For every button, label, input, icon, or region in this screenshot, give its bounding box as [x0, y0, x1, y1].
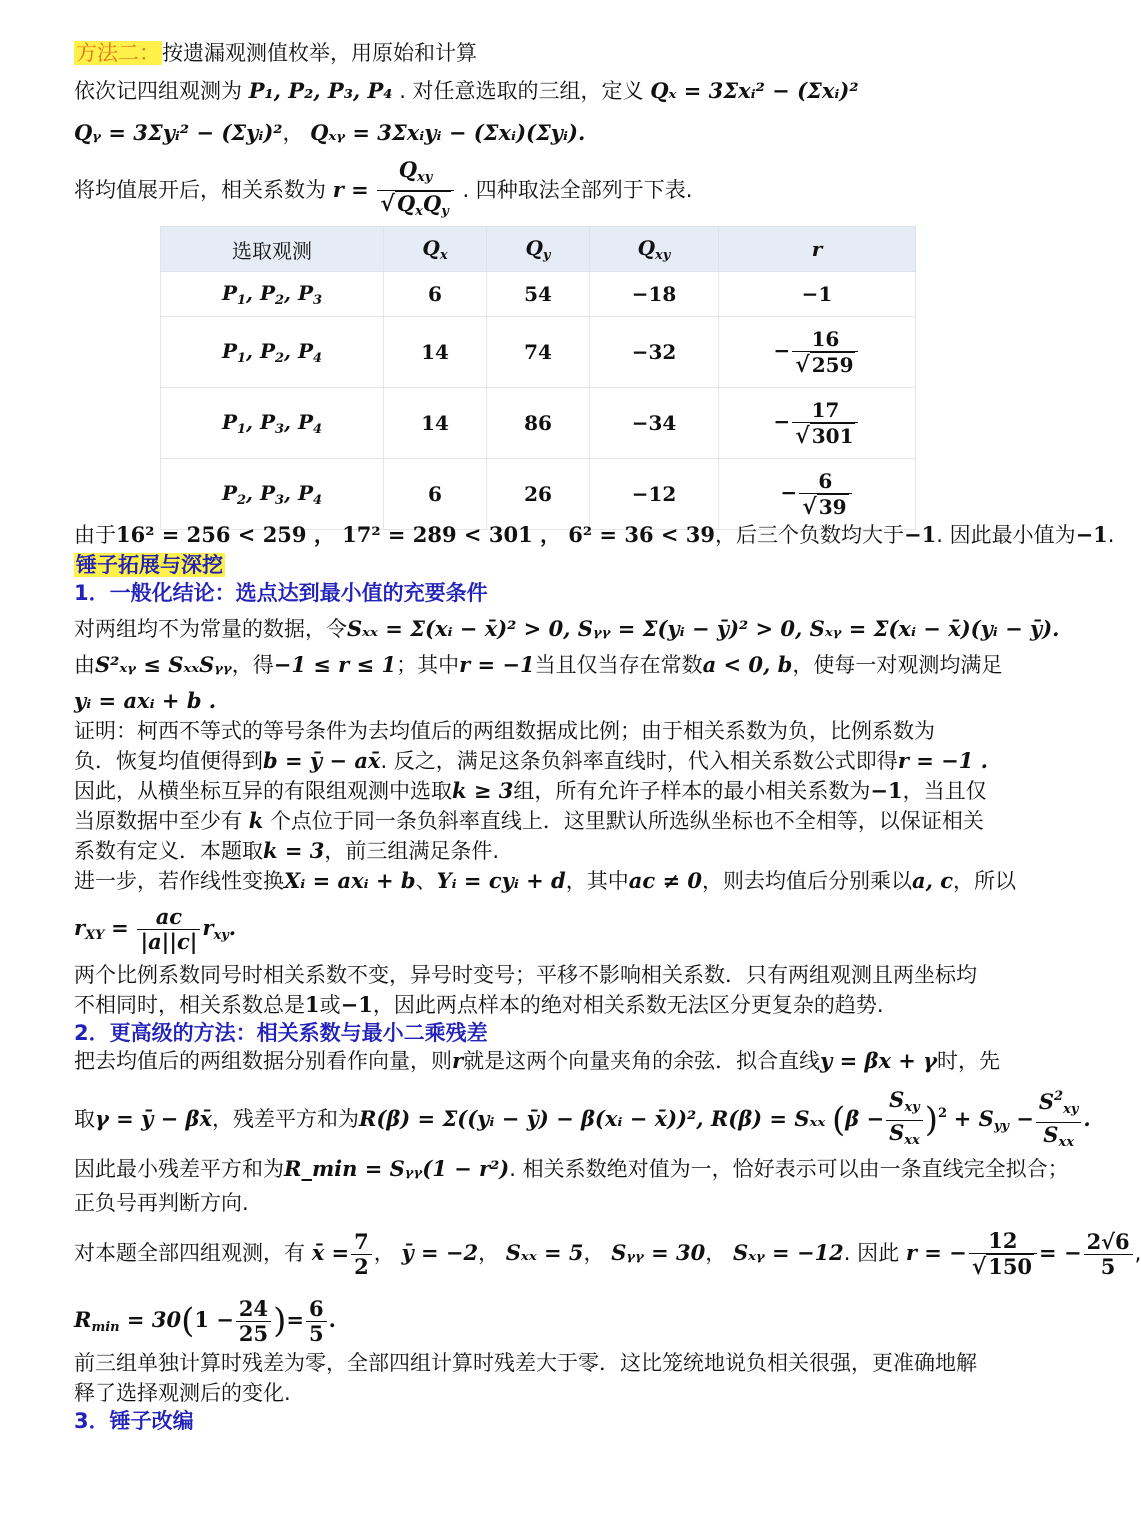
comparison-text-a: 由于	[74, 523, 116, 547]
s1-l2-d: 当且仅当存在常数	[534, 653, 703, 677]
p8-a: 不相同时，相关系数总是	[74, 993, 305, 1017]
ratio-sxy-sxx: $\frac{S_{xy}}{S_{xx}}$	[886, 1088, 923, 1153]
header-selection: 选取观测	[161, 227, 384, 272]
method-tag: 方法二：	[76, 41, 160, 65]
p3-neg-one: −1	[870, 778, 903, 803]
neg-one-2: −1	[1075, 522, 1108, 547]
cell-selection: $P_1$, $P_2$, $P_3$	[161, 272, 384, 317]
r-neg-one: r = −1 .	[897, 748, 988, 773]
cell-r: − $\frac{6}{√ 39}$	[719, 459, 916, 530]
cell-qy: 54	[487, 272, 590, 317]
p8-c: ，因此两点样本的绝对相关系数无法区分更复杂的趋势.	[372, 993, 884, 1017]
s2-closing-1: 前三组单独计算时残差为零，全部四组计算时残差大于零．这比笼统地说负相关很强，更准确地解	[74, 1351, 977, 1375]
cell-r: − $\frac{17}{√ 301}$	[719, 388, 916, 459]
cell-qxy: −18	[590, 272, 719, 317]
xbar-fraction: $\frac{7}{2}$	[351, 1230, 372, 1279]
intro-text-a: 依次记四组观测为	[74, 79, 242, 103]
r-num: 6	[799, 469, 851, 494]
s2-l5-b: . 因此	[843, 1241, 900, 1265]
r-formula-fraction	[377, 158, 453, 224]
p2-b: . 反之，满足这条负斜率直线时，代入相关系数公式即得	[380, 749, 898, 773]
p3-c: ，当且仅	[902, 779, 987, 803]
r-num: 16	[792, 327, 858, 352]
table-row	[161, 459, 916, 530]
s2-l2-a: 取	[74, 1107, 95, 1131]
proof-line-6	[74, 866, 1040, 896]
cell-qy: 74	[487, 317, 590, 388]
intro-text-c: 将均值展开后，相关系数为	[74, 178, 326, 202]
comparison-inequalities: 16² = 256 < 259 ， 17² = 289 < 301 ， 6² = 36 < 39	[116, 522, 715, 547]
proof-line-3	[74, 776, 1040, 806]
k-symbol: k	[248, 808, 264, 833]
intro-text-b: . 对任意选取的三组，定义	[399, 79, 644, 103]
ratio-sxy2-sxx: $\frac{S^2_{xy}}{S_{xx}}$	[1036, 1085, 1082, 1155]
results-table	[160, 226, 916, 530]
intro-text-d: . 四种取法全部列于下表.	[462, 178, 693, 202]
rxy-rhs: $r_{xy}$.	[202, 915, 237, 943]
intro-line-3	[74, 158, 1040, 218]
rxy-lhs: $r_{XY}$	[74, 915, 105, 943]
s2-l3-b: . 相关系数绝对值为一，恰好表示可以由一条直线完全拟合；	[509, 1157, 1069, 1181]
p6-d: ，则去均值后分别乘以	[701, 869, 912, 893]
constants-ab: a < 0, b	[702, 652, 793, 677]
header-qxy: $Q_{xy}$	[590, 227, 719, 272]
header-qx: $Q_x$	[384, 227, 487, 272]
p6-a: 进一步，若作线性变换	[74, 869, 284, 893]
rmin-formula: R_min = Sᵧᵧ(1 − r²)	[284, 1156, 510, 1181]
rxy-fraction	[137, 905, 200, 954]
ac-nonzero: ac ≠ 0	[628, 868, 702, 893]
s1-line-1	[74, 614, 1060, 644]
header-r: r	[719, 227, 916, 272]
s1-line-2	[74, 650, 1040, 680]
s1-text-a: 对两组均不为常量的数据，令	[74, 617, 347, 641]
comparison-line	[74, 520, 1115, 550]
r-simplified-fraction: $\frac{2√6}{5}$	[1084, 1230, 1133, 1279]
s2-closing-2: 释了选择观测后的变化.	[74, 1381, 291, 1405]
one: 1	[305, 992, 320, 1017]
cell-qx: 14	[384, 388, 487, 459]
p5-a: 系数有定义．本题取	[74, 839, 263, 863]
s2-line-3	[74, 1154, 1069, 1184]
p6-c: ，其中	[565, 869, 629, 893]
s2-line-4: 正负号再判断方向.	[74, 1191, 249, 1215]
p2-a: 负．恢复均值便得到	[74, 749, 263, 773]
method-text: 按遗漏观测值枚举，用原始和计算	[162, 41, 477, 65]
p3-a: 因此，从横坐标互异的有限组观测中选取	[74, 779, 452, 803]
rxy-formula: $r_{XY}$ = $\frac{ac}{|a||c|}$ $r_{xy}$.	[74, 903, 237, 954]
rmin-inner-fraction: $\frac{24}{25}$	[236, 1297, 271, 1346]
rxy-num: ac	[137, 905, 200, 930]
intro-line-2: Qᵧ = 3Σyᵢ² − (Σyᵢ)²， Qₓᵧ = 3Σxᵢyᵢ − (Σxᵢ)(Σyᵢ).	[74, 120, 586, 145]
hammer-heading	[74, 550, 1040, 580]
s2-line-5: 对本题全部四组观测，有 x̄ = $\frac{7}{2}$ ， ȳ = −2， Sₓₓ = 5， Sᵧᵧ = 30， Sₓᵧ = −12. 因此 r = − $\frac{12}{√150}$ = − $\frac{2√6}{5}$ ,	[74, 1228, 1141, 1280]
residual-formula: R(β) = Σ((yᵢ − ȳ) − β(xᵢ − x̄))², R(β) = Sₓₓ	[358, 1106, 826, 1131]
r-den: 39	[818, 495, 847, 519]
s2-l1-c: 时，先	[937, 1049, 1001, 1073]
comparison-text-c: . 因此最小值为	[936, 523, 1076, 547]
s2-l5-a: 对本题全部四组观测，有	[74, 1241, 305, 1265]
s2-line-6: $R_{min} = 30(1$ − $\frac{24}{25}$ )= $\frac{6}{5}$ .	[74, 1295, 336, 1346]
sxx-val: Sₓₓ = 5	[505, 1240, 584, 1265]
section-3-title: 3．锤子改编	[74, 1409, 194, 1433]
table-row	[161, 317, 916, 388]
proof-line-4	[74, 806, 1040, 836]
cell-qxy: −12	[590, 459, 719, 530]
cell-qxy: −34	[590, 388, 719, 459]
cell-selection: $P_1$, $P_3$, $P_4$	[161, 388, 384, 459]
p5-b: ，前三组满足条件.	[324, 839, 500, 863]
s1-l2-c: ；其中	[396, 653, 460, 677]
s2-l3-a: 因此最小残差平方和为	[74, 1157, 284, 1181]
s1-closing-2	[74, 990, 1040, 1020]
section-1-title: 1．一般化结论：选点达到最小值的充要条件	[74, 581, 488, 605]
points-all: P₁, P₂, P₃, P₄	[248, 78, 393, 103]
r-symbol: r =	[332, 177, 369, 202]
k-ge-3: k ≥ 3	[452, 778, 514, 803]
intro-line-1	[74, 76, 1040, 106]
table-header-row	[161, 227, 916, 272]
fit-line: y = βx + γ	[820, 1048, 938, 1073]
p6-b: 、	[415, 869, 437, 893]
s2-line-2: 取γ = ȳ − βx̄，残差平方和为R(β) = Σ((yᵢ − ȳ) − β(xᵢ − x̄))², R(β) = Sₓₓ (β − $\frac{S_{xy}}{S_{xx}}$ )$^2 + S_{yy}$ − $\frac{S^2_{xy}}{S_{xx}}$ .	[74, 1082, 1040, 1146]
proof-line-5	[74, 836, 1040, 866]
r-formula-num: $Q_{xy}$	[377, 158, 453, 191]
hammer-title: 锤子拓展与深挖	[76, 553, 223, 577]
k-eq-3: k = 3	[263, 838, 325, 863]
comparison-text-d: .	[1107, 523, 1115, 547]
s2-line-1	[74, 1046, 1040, 1076]
cell-qy: 26	[487, 459, 590, 530]
r-sym: r	[452, 1048, 464, 1073]
method-heading	[74, 38, 1040, 68]
s1-l2-e: ，使每一对观测均满足	[792, 653, 1003, 677]
cell-qxy: −32	[590, 317, 719, 388]
transform-y: Yᵢ = cyᵢ + d	[436, 868, 566, 893]
r-num: 17	[792, 398, 858, 423]
qy-definition: Qᵧ = 3Σyᵢ² − (Σyᵢ)²	[74, 120, 283, 145]
cell-qx: 6	[384, 272, 487, 317]
rxy-den: |a||c|	[140, 928, 198, 954]
qx-definition: Qₓ = 3Σxᵢ² − (Σxᵢ)²	[650, 78, 859, 103]
s-definitions: Sₓₓ = Σ(xᵢ − x̄)² > 0, Sᵧᵧ = Σ(yᵢ − ȳ)² > 0, Sₓᵧ = Σ(xᵢ − x̄)(yᵢ − ȳ).	[347, 616, 1060, 641]
r-range: −1 ≤ r ≤ 1	[273, 652, 397, 677]
s2-l1-a: 把去均值后的两组数据分别看作向量，则	[74, 1049, 452, 1073]
proof-line-2	[74, 746, 1040, 776]
p8-b: 或	[319, 993, 341, 1017]
neg-one: −1	[340, 992, 373, 1017]
r-eq-neg-one: r = −1	[459, 652, 535, 677]
a-c: a, c	[911, 868, 953, 893]
s1-l2-b: ，得	[231, 653, 274, 677]
s1-line-3	[74, 686, 1040, 716]
r-den: 301	[811, 424, 854, 448]
comparison-text-b: ，后三个负数均大于	[715, 523, 904, 547]
sxy-val: Sₓᵧ = −12	[732, 1240, 844, 1265]
p3-b: 组，所有允许子样本的最小相关系数为	[513, 779, 871, 803]
cell-selection: $P_2$, $P_3$, $P_4$	[161, 459, 384, 530]
cell-qx: 14	[384, 317, 487, 388]
syy-val: Sᵧᵧ = 30	[611, 1240, 706, 1265]
s1-l2-a: 由	[74, 653, 95, 677]
linear-relation: yᵢ = axᵢ + b .	[74, 688, 217, 713]
table-row	[161, 388, 916, 459]
r-value-fraction: $\frac{12}{√150}$	[969, 1229, 1037, 1279]
gamma-def: γ = ȳ − βx̄	[95, 1106, 212, 1131]
section-2-title: 2．更高级的方法：相关系数与最小二乘残差	[74, 1021, 488, 1045]
b-formula: b = ȳ − ax̄	[263, 748, 381, 773]
r-formula-den: $√Q_xQ_y$	[377, 191, 453, 224]
s2-l1-b: 就是这两个向量夹角的余弦．拟合直线	[463, 1049, 821, 1073]
cell-qx: 6	[384, 459, 487, 530]
p4-b: 个点位于同一条负斜率直线上．这里默认所选纵坐标也不全相等，以保证相关	[269, 809, 984, 833]
p6-e: ，所以	[953, 869, 1016, 893]
qxy-definition: Qₓᵧ = 3Σxᵢyᵢ − (Σxᵢ)(Σyᵢ).	[310, 120, 586, 145]
table-row	[161, 272, 916, 317]
cell-selection: $P_1$, $P_2$, $P_4$	[161, 317, 384, 388]
cauchy-ineq: S²ₓᵧ ≤ SₓₓSᵧᵧ	[95, 652, 232, 677]
rmin-result-fraction: $\frac{6}{5}$	[306, 1297, 327, 1346]
ybar: ȳ = −2	[401, 1240, 479, 1265]
transform-x: Xᵢ = axᵢ + b	[284, 868, 416, 893]
header-qy: $Q_y$	[487, 227, 590, 272]
cell-qy: 86	[487, 388, 590, 459]
s1-closing-1: 两个比例系数同号时相关系数不变，异号时变号；平移不影响相关系数．只有两组观测且两坐标均	[74, 963, 977, 987]
s2-l2-b: ，残差平方和为	[211, 1107, 359, 1131]
cell-r: − $\frac{16}{√ 259}$	[719, 317, 916, 388]
cell-r: −1	[719, 272, 916, 317]
neg-one-1: −1	[904, 522, 937, 547]
p4-a: 当原数据中至少有	[74, 809, 242, 833]
r-den: 259	[811, 353, 854, 377]
proof-line-1: 证明：柯西不等式的等号条件为去均值后的两组数据成比例；由于相关系数为负，比例系数为	[74, 719, 935, 743]
